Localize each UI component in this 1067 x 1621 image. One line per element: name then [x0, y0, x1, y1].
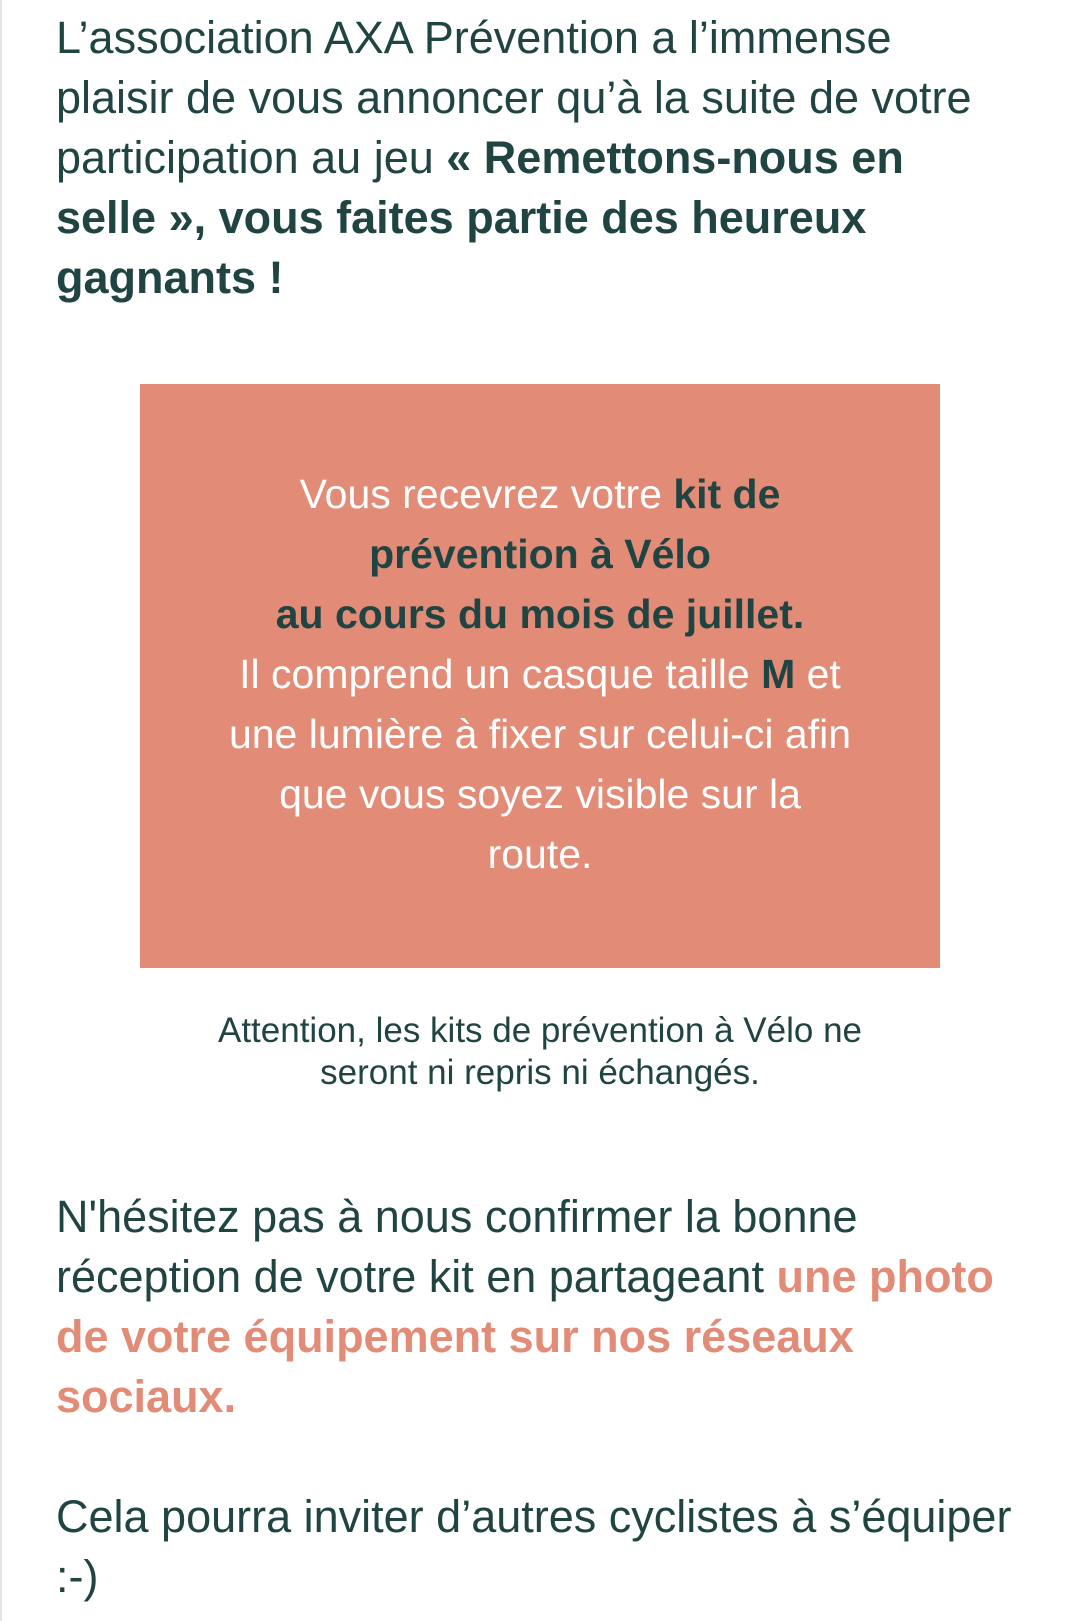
intro-bold-text: « Remettons-nous en selle », vous faites partie des heureux gagnants !	[56, 132, 904, 303]
left-divider	[0, 0, 2, 1621]
social-share-text: une photo de votre équipement sur nos réseaux sociaux.	[56, 1251, 994, 1422]
intro-text: L’association AXA Prévention a l’immense plaisir de vous annoncer qu’à la suite de votre participation au jeu	[56, 12, 972, 183]
prize-line-2: prévention à Vélo	[369, 531, 711, 577]
prize-line-4: Il comprend un casque taille M et	[239, 651, 841, 697]
email-body	[56, 0, 1036, 308]
prize-line-7: route.	[487, 831, 593, 877]
warning-line-2: seront ni repris ni échangés.	[320, 1053, 760, 1092]
warning-line-1: Attention, les kits de prévention à Vélo ne	[217, 1011, 862, 1050]
confirm-text: N'hésitez pas à nous confirmer la bonne réception de votre kit en partageant	[56, 1191, 858, 1302]
closing-paragraph: Cela pourra inviter d’autres cyclistes à s’équiper :-)	[56, 1491, 1012, 1602]
prize-line-6: que vous soyez visible sur la	[279, 771, 801, 817]
prize-line-3: au cours du mois de juillet.	[275, 591, 805, 637]
prize-announcement-box	[140, 384, 940, 968]
confirm-paragraph	[56, 1187, 1046, 1427]
prize-line-1: Vous recevrez votre kit de	[299, 471, 781, 517]
intro-paragraph	[56, 0, 1016, 308]
prize-line-5: une lumière à fixer sur celui-ci afin	[228, 711, 852, 757]
warning-notice	[140, 1010, 940, 1094]
